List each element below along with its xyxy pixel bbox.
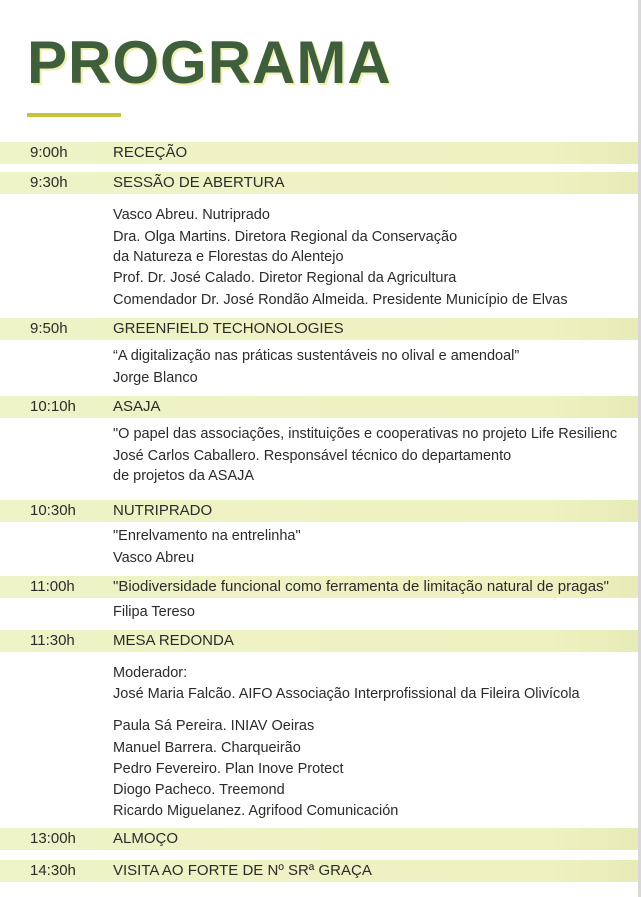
schedule-time: 11:30h <box>30 632 75 649</box>
schedule-time: 14:30h <box>30 862 76 879</box>
schedule-time: 10:30h <box>30 502 76 519</box>
schedule-heading: ALMOÇO <box>113 830 179 847</box>
schedule-detail: Paula Sá Pereira. INIAV Oeiras <box>113 718 315 734</box>
schedule-detail: Prof. Dr. José Calado. Diretor Regional da Agricultura <box>113 270 457 286</box>
schedule-time: 13:00h <box>30 830 76 847</box>
schedule-detail: Vasco Abreu. Nutriprado <box>113 207 270 223</box>
page-title: PROGRAMA <box>27 29 392 96</box>
schedule-detail: Ricardo Miguelanez. Agrifood Comunicación <box>113 803 399 819</box>
schedule-band <box>0 500 641 522</box>
schedule-detail: Vasco Abreu <box>113 550 195 566</box>
schedule-detail: Dra. Olga Martins. Diretora Regional da Conservação <box>113 229 458 245</box>
schedule-heading: NUTRIPRADO <box>113 502 213 519</box>
schedule-detail: Moderador: <box>113 665 188 681</box>
schedule-heading: VISITA AO FORTE DE Nº SRª GRAÇA <box>113 862 372 879</box>
schedule-detail: Manuel Barrera. Charqueirão <box>113 740 301 756</box>
schedule-detail: "Enrelvamento na entrelinha" <box>113 528 301 544</box>
schedule-heading: ASAJA <box>113 398 161 415</box>
schedule-heading: GREENFIELD TECHONOLOGIES <box>113 320 344 337</box>
schedule-time: 9:30h <box>30 174 68 191</box>
schedule-detail: Pedro Fevereiro. Plan Inove Protect <box>113 761 344 777</box>
schedule-detail: da Natureza e Florestas do Alentejo <box>113 249 344 265</box>
schedule-time: 10:10h <box>30 398 76 415</box>
schedule-detail: “A digitalização nas práticas sustentáveis no olival e amendoal” <box>113 348 520 364</box>
schedule-time: 9:00h <box>30 144 68 161</box>
schedule-band <box>0 630 641 652</box>
schedule-time: 11:00h <box>30 578 75 595</box>
schedule-band <box>0 142 641 164</box>
schedule-detail: Jorge Blanco <box>113 370 198 386</box>
schedule-band <box>0 172 641 194</box>
schedule-heading: MESA REDONDA <box>113 632 234 649</box>
schedule-detail: José Carlos Caballero. Responsável técnico do departamento <box>113 448 512 464</box>
schedule-detail: Comendador Dr. José Rondão Almeida. Presidente Município de Elvas <box>113 292 568 308</box>
schedule-heading: "Biodiversidade funcional como ferramenta de limitação natural de pragas" <box>113 578 609 595</box>
title-underline <box>27 113 121 117</box>
schedule-detail: de projetos da ASAJA <box>113 468 255 484</box>
schedule-time: 9:50h <box>30 320 68 337</box>
schedule-heading: RECEÇÃO <box>113 144 188 161</box>
schedule-detail: Diogo Pacheco. Treemond <box>113 782 285 798</box>
schedule-band <box>0 828 641 850</box>
schedule-heading: SESSÃO DE ABERTURA <box>113 174 285 191</box>
schedule-band <box>0 396 641 418</box>
schedule-detail: "O papel das associações, instituições e cooperativas no projeto Life Resilienc <box>113 426 618 442</box>
schedule-detail: José Maria Falcão. AIFO Associação Interprofissional da Fileira Olivícola <box>113 686 580 702</box>
schedule-detail: Filipa Tereso <box>113 604 195 620</box>
